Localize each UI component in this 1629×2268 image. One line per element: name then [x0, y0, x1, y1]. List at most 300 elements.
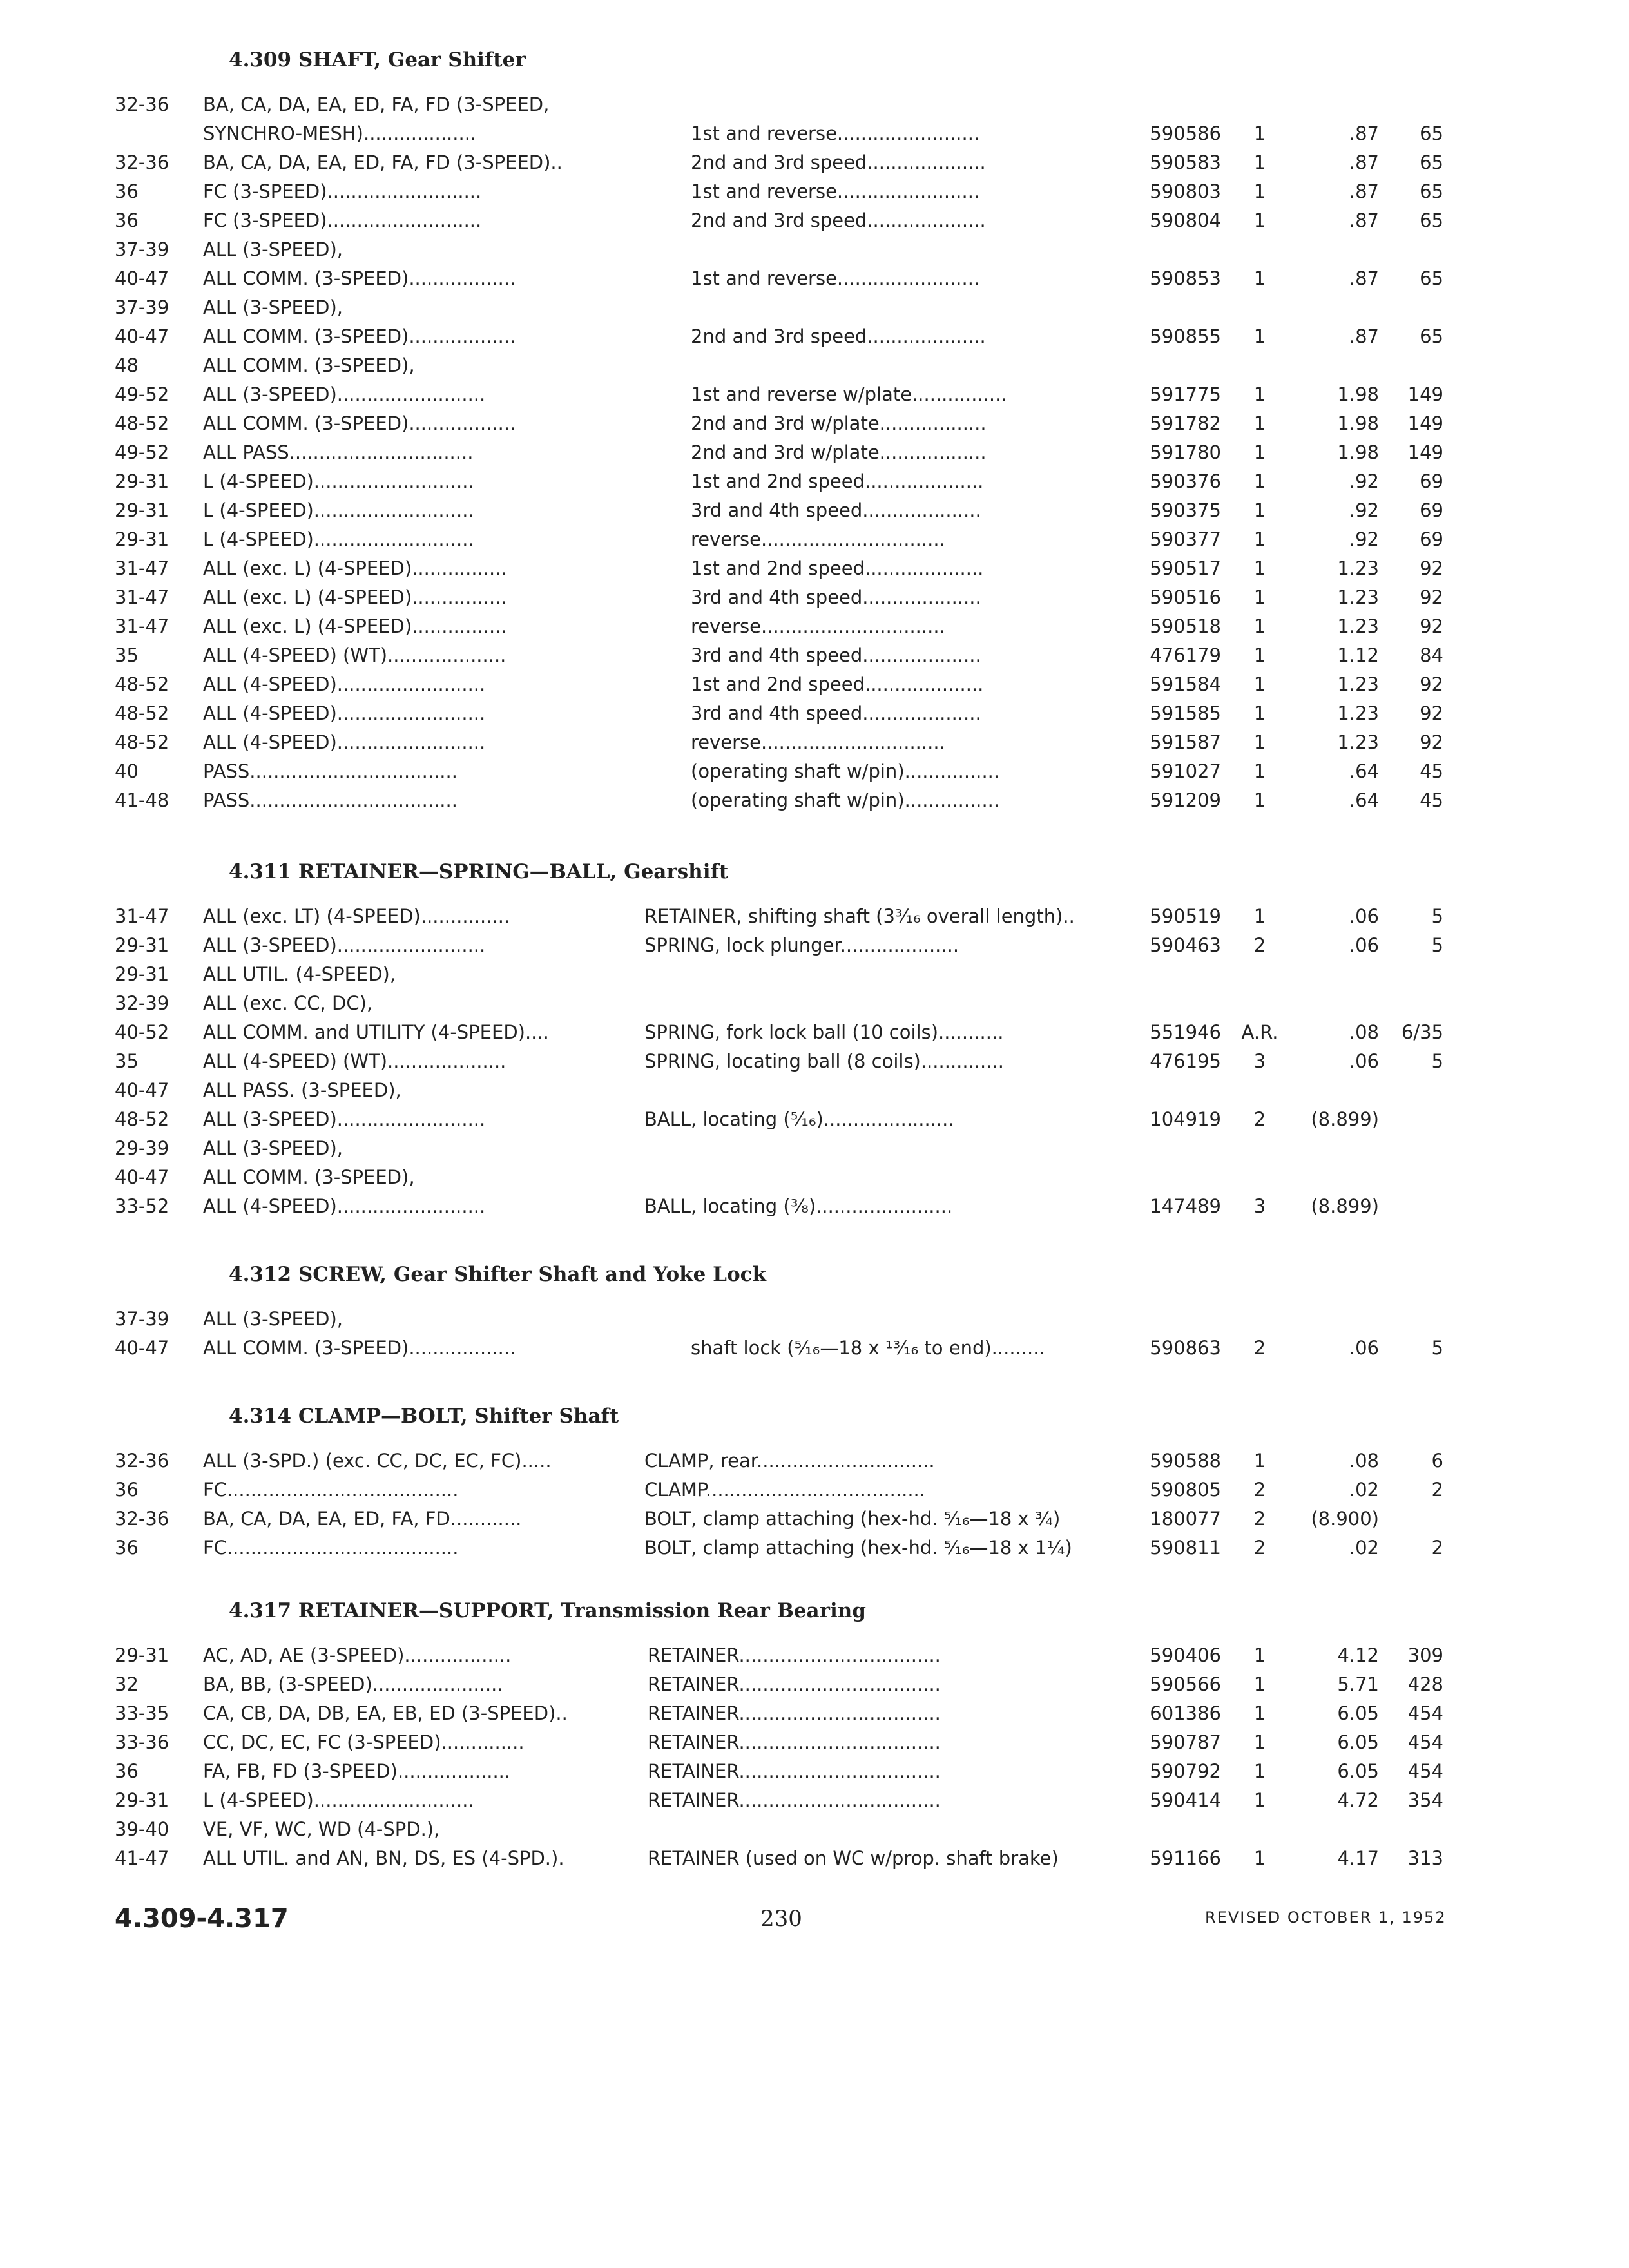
cell-years: 37-39 — [115, 238, 169, 260]
cell-model: BA, CA, DA, EA, ED, FA, FD (3-SPEED).. — [203, 151, 563, 173]
cell-qty: 1 — [1253, 644, 1266, 666]
table-row — [0, 1334, 1629, 1363]
table-row — [0, 1105, 1629, 1134]
table-row — [0, 1192, 1629, 1221]
cell-years: 31-47 — [115, 615, 169, 637]
cell-part: 591780 — [1150, 441, 1221, 463]
table-row — [0, 438, 1629, 467]
cell-part: 476179 — [1150, 644, 1221, 666]
cell-weight: 45 — [1420, 760, 1443, 782]
section-heading: 4.312 SCREW, Gear Shifter Shaft and Yoke Lock — [229, 1263, 766, 1286]
cell-weight: 92 — [1420, 615, 1443, 637]
cell-weight: 84 — [1420, 644, 1443, 666]
section-heading: 4.309 SHAFT, Gear Shifter — [229, 48, 526, 72]
cell-desc: 2nd and 3rd w/plate.................. — [691, 412, 987, 434]
cell-qty: 1 — [1253, 151, 1266, 173]
cell-years: 39-40 — [115, 1818, 169, 1840]
table-row — [0, 902, 1629, 931]
cell-desc: SPRING, lock plunger.................... — [644, 934, 959, 956]
cell-years: 29-31 — [115, 499, 169, 521]
cell-years: 37-39 — [115, 1308, 169, 1330]
cell-part: 147489 — [1150, 1195, 1221, 1217]
cell-model: ALL (exc. L) (4-SPEED)................ — [203, 615, 507, 637]
cell-part: 590375 — [1150, 499, 1221, 521]
table-row — [0, 496, 1629, 525]
cell-model: CA, CB, DA, DB, EA, EB, ED (3-SPEED).. — [203, 1702, 568, 1724]
cell-part: 590586 — [1150, 122, 1221, 144]
cell-desc: 1st and 2nd speed.................... — [691, 673, 984, 695]
footer-section-range: 4.309-4.317 — [115, 1904, 289, 1934]
cell-qty: 1 — [1253, 702, 1266, 724]
cell-weight: 65 — [1420, 151, 1443, 173]
cell-part: 591209 — [1150, 789, 1221, 811]
cell-model: ALL (4-SPEED)......................... — [203, 731, 486, 753]
cell-model: ALL PASS. (3-SPEED), — [203, 1079, 401, 1101]
cell-years: 31-47 — [115, 557, 169, 579]
cell-part: 590406 — [1150, 1644, 1221, 1666]
cell-desc: RETAINER.................................. — [648, 1644, 941, 1666]
table-row — [0, 1699, 1629, 1728]
cell-years: 48-52 — [115, 673, 169, 695]
cell-weight: 454 — [1407, 1760, 1443, 1782]
cell-qty: 1 — [1253, 122, 1266, 144]
cell-model: SYNCHRO-MESH)................... — [203, 122, 477, 144]
cell-qty: 2 — [1253, 1108, 1266, 1130]
cell-qty: A.R. — [1241, 1021, 1278, 1043]
table-row — [0, 931, 1629, 960]
cell-part: 590588 — [1150, 1450, 1221, 1472]
cell-weight: 5 — [1431, 1337, 1443, 1359]
cell-price: .87 — [1349, 325, 1379, 347]
cell-model: ALL (3-SPD.) (exc. CC, DC, EC, FC)..... — [203, 1450, 552, 1472]
cell-model: ALL (exc. L) (4-SPEED)................ — [203, 557, 507, 579]
cell-desc: 2nd and 3rd speed.................... — [691, 209, 986, 231]
table-row — [0, 1018, 1629, 1047]
cell-qty: 2 — [1253, 1337, 1266, 1359]
cell-model: VE, VF, WC, WD (4-SPD.), — [203, 1818, 440, 1840]
cell-years: 29-39 — [115, 1137, 169, 1159]
table-row — [0, 728, 1629, 757]
section-heading: 4.311 RETAINER—SPRING—BALL, Gearshift — [229, 860, 729, 883]
table-row — [0, 960, 1629, 989]
cell-model: ALL (3-SPEED)......................... — [203, 934, 486, 956]
cell-model: ALL (3-SPEED)......................... — [203, 383, 486, 405]
cell-years: 48-52 — [115, 731, 169, 753]
cell-model: ALL COMM. (3-SPEED).................. — [203, 267, 516, 289]
cell-model: ALL UTIL. (4-SPEED), — [203, 963, 396, 985]
cell-desc: 3rd and 4th speed.................... — [691, 586, 981, 608]
cell-weight: 454 — [1407, 1731, 1443, 1753]
cell-price: 1.23 — [1337, 615, 1379, 637]
footer-revised-date: REVISED OCTOBER 1, 1952 — [1205, 1908, 1447, 1927]
cell-qty: 1 — [1253, 1760, 1266, 1782]
cell-price: .02 — [1349, 1479, 1379, 1501]
cell-weight: 149 — [1407, 383, 1443, 405]
cell-price: 1.23 — [1337, 731, 1379, 753]
cell-price: .92 — [1349, 499, 1379, 521]
cell-part: 590787 — [1150, 1731, 1221, 1753]
cell-years: 32-36 — [115, 151, 169, 173]
cell-price: 1.23 — [1337, 702, 1379, 724]
table-row — [0, 206, 1629, 235]
cell-price: .02 — [1349, 1537, 1379, 1559]
cell-model: BA, BB, (3-SPEED)...................... — [203, 1673, 503, 1695]
section-heading: 4.314 CLAMP—BOLT, Shifter Shaft — [229, 1405, 619, 1428]
table-row — [0, 119, 1629, 148]
cell-price: .06 — [1349, 1050, 1379, 1072]
table-row — [0, 1475, 1629, 1504]
table-row — [0, 148, 1629, 177]
table-row — [0, 612, 1629, 641]
table-row — [0, 699, 1629, 728]
cell-qty: 1 — [1253, 673, 1266, 695]
cell-qty: 1 — [1253, 586, 1266, 608]
cell-years: 49-52 — [115, 383, 169, 405]
cell-price: (8.899) — [1311, 1108, 1379, 1130]
cell-qty: 1 — [1253, 615, 1266, 637]
cell-years: 32-36 — [115, 93, 169, 115]
cell-model: ALL (4-SPEED) (WT).................... — [203, 644, 506, 666]
cell-years: 36 — [115, 1479, 139, 1501]
cell-model: ALL (4-SPEED) (WT).................... — [203, 1050, 506, 1072]
cell-model: CC, DC, EC, FC (3-SPEED).............. — [203, 1731, 525, 1753]
cell-price: .87 — [1349, 180, 1379, 202]
table-row — [0, 583, 1629, 612]
table-row — [0, 1641, 1629, 1670]
cell-desc: RETAINER.................................. — [648, 1789, 941, 1811]
cell-years: 32-36 — [115, 1450, 169, 1472]
cell-model: ALL COMM. (3-SPEED).................. — [203, 325, 516, 347]
cell-part: 180077 — [1150, 1508, 1221, 1530]
cell-years: 32 — [115, 1673, 139, 1695]
cell-years: 48-52 — [115, 1108, 169, 1130]
cell-years: 29-31 — [115, 1644, 169, 1666]
cell-model: PASS................................... — [203, 789, 458, 811]
cell-price: .64 — [1349, 760, 1379, 782]
cell-part: 551946 — [1150, 1021, 1221, 1043]
cell-qty: 2 — [1253, 934, 1266, 956]
cell-desc: CLAMP..................................... — [644, 1479, 925, 1501]
cell-years: 40-47 — [115, 1337, 169, 1359]
cell-part: 591782 — [1150, 412, 1221, 434]
cell-model: ALL COMM. and UTILITY (4-SPEED).... — [203, 1021, 549, 1043]
table-row — [0, 1844, 1629, 1873]
table-row — [0, 670, 1629, 699]
cell-part: 590805 — [1150, 1479, 1221, 1501]
cell-years: 35 — [115, 1050, 139, 1072]
table-row — [0, 409, 1629, 438]
cell-model: L (4-SPEED)........................... — [203, 528, 474, 550]
cell-desc: 3rd and 4th speed.................... — [691, 499, 981, 521]
cell-desc: 1st and reverse w/plate................ — [691, 383, 1007, 405]
cell-weight: 69 — [1420, 528, 1443, 550]
cell-desc: SPRING, locating ball (8 coils).............. — [644, 1050, 1004, 1072]
cell-part: 590519 — [1150, 905, 1221, 927]
cell-weight: 92 — [1420, 557, 1443, 579]
table-row — [0, 1305, 1629, 1334]
cell-price: .92 — [1349, 470, 1379, 492]
cell-weight: 2 — [1431, 1537, 1443, 1559]
table-row — [0, 322, 1629, 351]
cell-qty: 2 — [1253, 1479, 1266, 1501]
cell-qty: 1 — [1253, 557, 1266, 579]
cell-desc: 1st and reverse........................ — [691, 180, 980, 202]
cell-part: 591585 — [1150, 702, 1221, 724]
cell-weight: 45 — [1420, 789, 1443, 811]
cell-years: 29-31 — [115, 470, 169, 492]
cell-price: .87 — [1349, 209, 1379, 231]
cell-weight: 92 — [1420, 731, 1443, 753]
cell-years: 37-39 — [115, 296, 169, 318]
cell-part: 601386 — [1150, 1702, 1221, 1724]
cell-years: 36 — [115, 1760, 139, 1782]
cell-desc: 2nd and 3rd w/plate.................. — [691, 441, 987, 463]
table-row — [0, 1670, 1629, 1699]
cell-years: 40-52 — [115, 1021, 169, 1043]
cell-part: 590863 — [1150, 1337, 1221, 1359]
cell-part: 590566 — [1150, 1673, 1221, 1695]
cell-price: .06 — [1349, 934, 1379, 956]
cell-part: 591584 — [1150, 673, 1221, 695]
table-row — [0, 1757, 1629, 1786]
cell-price: .08 — [1349, 1021, 1379, 1043]
cell-model: ALL (3-SPEED), — [203, 238, 343, 260]
cell-weight: 65 — [1420, 122, 1443, 144]
cell-part: 590414 — [1150, 1789, 1221, 1811]
cell-desc: RETAINER (used on WC w/prop. shaft brake) — [648, 1847, 1059, 1869]
cell-qty: 1 — [1253, 1702, 1266, 1724]
cell-weight: 65 — [1420, 325, 1443, 347]
cell-part: 476195 — [1150, 1050, 1221, 1072]
cell-price: 5.71 — [1337, 1673, 1379, 1695]
cell-qty: 1 — [1253, 180, 1266, 202]
cell-weight: 5 — [1431, 934, 1443, 956]
cell-model: ALL COMM. (3-SPEED), — [203, 354, 415, 376]
cell-weight: 5 — [1431, 1050, 1443, 1072]
cell-desc: RETAINER.................................. — [648, 1702, 941, 1724]
cell-model: BA, CA, DA, EA, ED, FA, FD............ — [203, 1508, 522, 1530]
cell-model: BA, CA, DA, EA, ED, FA, FD (3-SPEED, — [203, 93, 550, 115]
cell-part: 590518 — [1150, 615, 1221, 637]
section-heading: 4.317 RETAINER—SUPPORT, Transmission Rear Bearing — [229, 1599, 866, 1622]
cell-years: 48-52 — [115, 702, 169, 724]
cell-qty: 2 — [1253, 1537, 1266, 1559]
cell-price: .64 — [1349, 789, 1379, 811]
cell-model: FC (3-SPEED).......................... — [203, 209, 482, 231]
cell-model: ALL (3-SPEED), — [203, 296, 343, 318]
cell-desc: 1st and reverse........................ — [691, 122, 980, 144]
cell-weight: 309 — [1407, 1644, 1443, 1666]
cell-qty: 1 — [1253, 1673, 1266, 1695]
cell-years: 40-47 — [115, 325, 169, 347]
cell-desc: shaft lock (⁵⁄₁₆—18 x ¹³⁄₁₆ to end)......... — [691, 1337, 1045, 1359]
table-row — [0, 1786, 1629, 1815]
cell-qty: 1 — [1253, 1789, 1266, 1811]
table-row — [0, 525, 1629, 554]
cell-qty: 1 — [1253, 412, 1266, 434]
cell-qty: 1 — [1253, 731, 1266, 753]
cell-years: 49-52 — [115, 441, 169, 463]
cell-desc: 2nd and 3rd speed.................... — [691, 151, 986, 173]
cell-model: L (4-SPEED)........................... — [203, 1789, 474, 1811]
cell-qty: 1 — [1253, 789, 1266, 811]
cell-price: 1.23 — [1337, 673, 1379, 695]
cell-years: 32-36 — [115, 1508, 169, 1530]
cell-model: ALL (4-SPEED)......................... — [203, 702, 486, 724]
cell-model: ALL (4-SPEED)......................... — [203, 1195, 486, 1217]
cell-years: 29-31 — [115, 934, 169, 956]
cell-part: 590463 — [1150, 934, 1221, 956]
table-row — [0, 1815, 1629, 1844]
cell-years: 31-47 — [115, 905, 169, 927]
cell-price: .87 — [1349, 151, 1379, 173]
cell-model: AC, AD, AE (3-SPEED).................. — [203, 1644, 512, 1666]
cell-part: 590516 — [1150, 586, 1221, 608]
cell-desc: 1st and reverse........................ — [691, 267, 980, 289]
cell-qty: 3 — [1253, 1050, 1266, 1072]
cell-weight: 6 — [1431, 1450, 1443, 1472]
cell-part: 590583 — [1150, 151, 1221, 173]
cell-price: .06 — [1349, 1337, 1379, 1359]
cell-part: 590792 — [1150, 1760, 1221, 1782]
cell-price: 4.12 — [1337, 1644, 1379, 1666]
cell-years: 33-35 — [115, 1702, 169, 1724]
cell-desc: BALL, locating (⁵⁄₁₆)...................... — [644, 1108, 954, 1130]
cell-desc: RETAINER.................................. — [648, 1673, 941, 1695]
cell-part: 590811 — [1150, 1537, 1221, 1559]
cell-desc: BALL, locating (³⁄₈)....................... — [644, 1195, 953, 1217]
cell-desc: 1st and 2nd speed.................... — [691, 470, 984, 492]
cell-desc: CLAMP, rear.............................. — [644, 1450, 935, 1472]
cell-desc: RETAINER.................................. — [648, 1760, 941, 1782]
cell-model: PASS................................... — [203, 760, 458, 782]
cell-model: FC....................................... — [203, 1537, 459, 1559]
cell-model: ALL COMM. (3-SPEED).................. — [203, 412, 516, 434]
table-row — [0, 264, 1629, 293]
cell-weight: 69 — [1420, 499, 1443, 521]
cell-weight: 69 — [1420, 470, 1443, 492]
cell-qty: 1 — [1253, 1847, 1266, 1869]
table-row — [0, 1533, 1629, 1562]
cell-weight: 149 — [1407, 412, 1443, 434]
cell-desc: reverse............................... — [691, 615, 945, 637]
cell-part: 590376 — [1150, 470, 1221, 492]
cell-qty: 1 — [1253, 267, 1266, 289]
cell-weight: 428 — [1407, 1673, 1443, 1695]
cell-price: (8.900) — [1311, 1508, 1379, 1530]
cell-part: 590855 — [1150, 325, 1221, 347]
table-row — [0, 641, 1629, 670]
cell-weight: 354 — [1407, 1789, 1443, 1811]
cell-qty: 1 — [1253, 1731, 1266, 1753]
cell-price: .92 — [1349, 528, 1379, 550]
table-row — [0, 380, 1629, 409]
cell-weight: 92 — [1420, 586, 1443, 608]
cell-qty: 1 — [1253, 528, 1266, 550]
cell-years: 29-31 — [115, 963, 169, 985]
cell-years: 40-47 — [115, 1166, 169, 1188]
cell-weight: 313 — [1407, 1847, 1443, 1869]
cell-part: 591587 — [1150, 731, 1221, 753]
table-row — [0, 235, 1629, 264]
cell-price: 1.23 — [1337, 557, 1379, 579]
table-row — [0, 1134, 1629, 1163]
cell-price: 1.98 — [1337, 383, 1379, 405]
cell-qty: 1 — [1253, 1644, 1266, 1666]
table-row — [0, 1076, 1629, 1105]
table-row — [0, 1728, 1629, 1757]
cell-desc: RETAINER, shifting shaft (3³⁄₁₆ overall length).. — [644, 905, 1075, 927]
cell-weight: 454 — [1407, 1702, 1443, 1724]
cell-years: 33-36 — [115, 1731, 169, 1753]
cell-model: FA, FB, FD (3-SPEED)................... — [203, 1760, 511, 1782]
cell-years: 48-52 — [115, 412, 169, 434]
table-row — [0, 786, 1629, 815]
cell-years: 36 — [115, 1537, 139, 1559]
cell-desc: (operating shaft w/pin)................ — [691, 789, 1000, 811]
cell-model: FC (3-SPEED).......................... — [203, 180, 482, 202]
cell-part: 591166 — [1150, 1847, 1221, 1869]
cell-desc: reverse............................... — [691, 731, 945, 753]
cell-weight: 149 — [1407, 441, 1443, 463]
cell-years: 41-47 — [115, 1847, 169, 1869]
table-row — [0, 1504, 1629, 1533]
cell-model: ALL COMM. (3-SPEED).................. — [203, 1337, 516, 1359]
cell-model: ALL (exc. L) (4-SPEED)................ — [203, 586, 507, 608]
cell-desc: RETAINER.................................. — [648, 1731, 941, 1753]
cell-years: 41-48 — [115, 789, 169, 811]
cell-model: L (4-SPEED)........................... — [203, 499, 474, 521]
cell-part: 591027 — [1150, 760, 1221, 782]
cell-years: 33-52 — [115, 1195, 169, 1217]
cell-weight: 65 — [1420, 209, 1443, 231]
table-row — [0, 1446, 1629, 1475]
cell-years: 48 — [115, 354, 139, 376]
cell-model: ALL (4-SPEED)......................... — [203, 673, 486, 695]
cell-price: .06 — [1349, 905, 1379, 927]
cell-model: ALL (3-SPEED), — [203, 1137, 343, 1159]
cell-part: 590853 — [1150, 267, 1221, 289]
cell-part: 590517 — [1150, 557, 1221, 579]
cell-model: ALL (3-SPEED), — [203, 1308, 343, 1330]
cell-price: .08 — [1349, 1450, 1379, 1472]
table-row — [0, 1047, 1629, 1076]
cell-weight: 65 — [1420, 180, 1443, 202]
footer-page-number: 230 — [760, 1906, 802, 1932]
cell-price: .87 — [1349, 122, 1379, 144]
table-row — [0, 177, 1629, 206]
cell-part: 590804 — [1150, 209, 1221, 231]
cell-price: 1.98 — [1337, 441, 1379, 463]
cell-model: ALL (3-SPEED)......................... — [203, 1108, 486, 1130]
cell-weight: 92 — [1420, 673, 1443, 695]
cell-desc: reverse............................... — [691, 528, 945, 550]
cell-price: 1.98 — [1337, 412, 1379, 434]
cell-qty: 1 — [1253, 441, 1266, 463]
table-row — [0, 989, 1629, 1018]
cell-price: (8.899) — [1311, 1195, 1379, 1217]
cell-qty: 1 — [1253, 1450, 1266, 1472]
cell-price: 6.05 — [1337, 1760, 1379, 1782]
table-row — [0, 554, 1629, 583]
cell-desc: 3rd and 4th speed.................... — [691, 702, 981, 724]
cell-qty: 1 — [1253, 499, 1266, 521]
cell-desc: BOLT, clamp attaching (hex-hd. ⁵⁄₁₆—18 x 1¹⁄₄) — [644, 1537, 1072, 1559]
table-row — [0, 351, 1629, 380]
cell-qty: 1 — [1253, 209, 1266, 231]
table-row — [0, 1163, 1629, 1192]
cell-part: 590803 — [1150, 180, 1221, 202]
